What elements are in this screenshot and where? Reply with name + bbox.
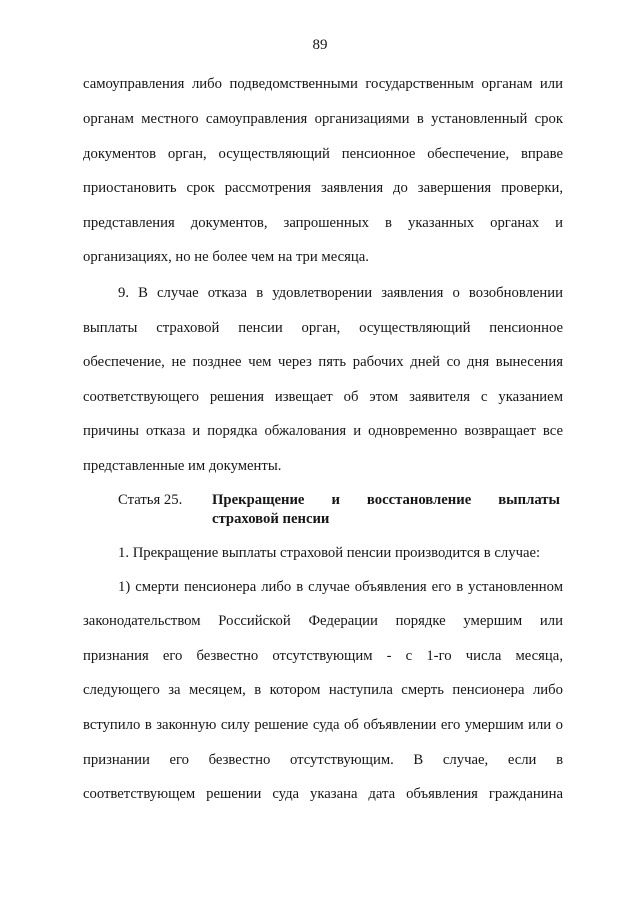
text-line: обеспечение, не позднее чем через пять рабочих дней со дня вынесения bbox=[83, 354, 563, 370]
text-line: выплаты страховой пенсии орган, осуществляющий пенсионное bbox=[83, 320, 563, 336]
text-line: представления документов, запрошенных в указанных органах и bbox=[83, 215, 563, 231]
text-line: следующего за месяцем, в котором наступила смерть пенсионера либо bbox=[83, 682, 563, 698]
text-line: законодательством Российской Федерации порядке умершим или bbox=[83, 613, 563, 629]
text-line: представленные им документы. bbox=[83, 458, 282, 474]
page-number: 89 bbox=[312, 37, 328, 53]
text-line: самоуправления либо подведомственными государственным органам или bbox=[83, 76, 563, 92]
text-line: органам местного самоуправления организациями в установленный срок bbox=[83, 111, 563, 127]
article-title: Прекращение и восстановление выплаты bbox=[212, 492, 560, 508]
text-line: признания его безвестно отсутствующим - с 1-го числа месяца, bbox=[83, 648, 563, 664]
text-line: признании его безвестно отсутствующим. В случае, если в bbox=[83, 752, 563, 768]
item-1-first-line: 1) смерти пенсионера либо в случае объявления его в установленном bbox=[118, 579, 563, 595]
text-line: документов орган, осуществляющий пенсионное обеспечение, вправе bbox=[83, 146, 563, 162]
text-line: соответствующего решения извещает об этом заявителя с указанием bbox=[83, 389, 563, 405]
text-line: приостановить срок рассмотрения заявления до завершения проверки, bbox=[83, 180, 563, 196]
part-1-line: 1. Прекращение выплаты страховой пенсии производится в случае: bbox=[118, 545, 541, 561]
clause-9-first-line: 9. В случае отказа в удовлетворении заявления о возобновлении bbox=[118, 285, 563, 301]
text-line: организациях, но не более чем на три месяца. bbox=[83, 249, 369, 265]
text-line: причины отказа и порядка обжалования и одновременно возвращает все bbox=[83, 423, 563, 439]
article-title: страховой пенсии bbox=[212, 511, 330, 527]
article-label: Статья 25. bbox=[118, 492, 183, 508]
text-line: соответствующем решении суда указана дата объявления гражданина bbox=[83, 786, 563, 802]
text-line: вступило в законную силу решение суда об объявлении его умершим или о bbox=[83, 717, 563, 733]
